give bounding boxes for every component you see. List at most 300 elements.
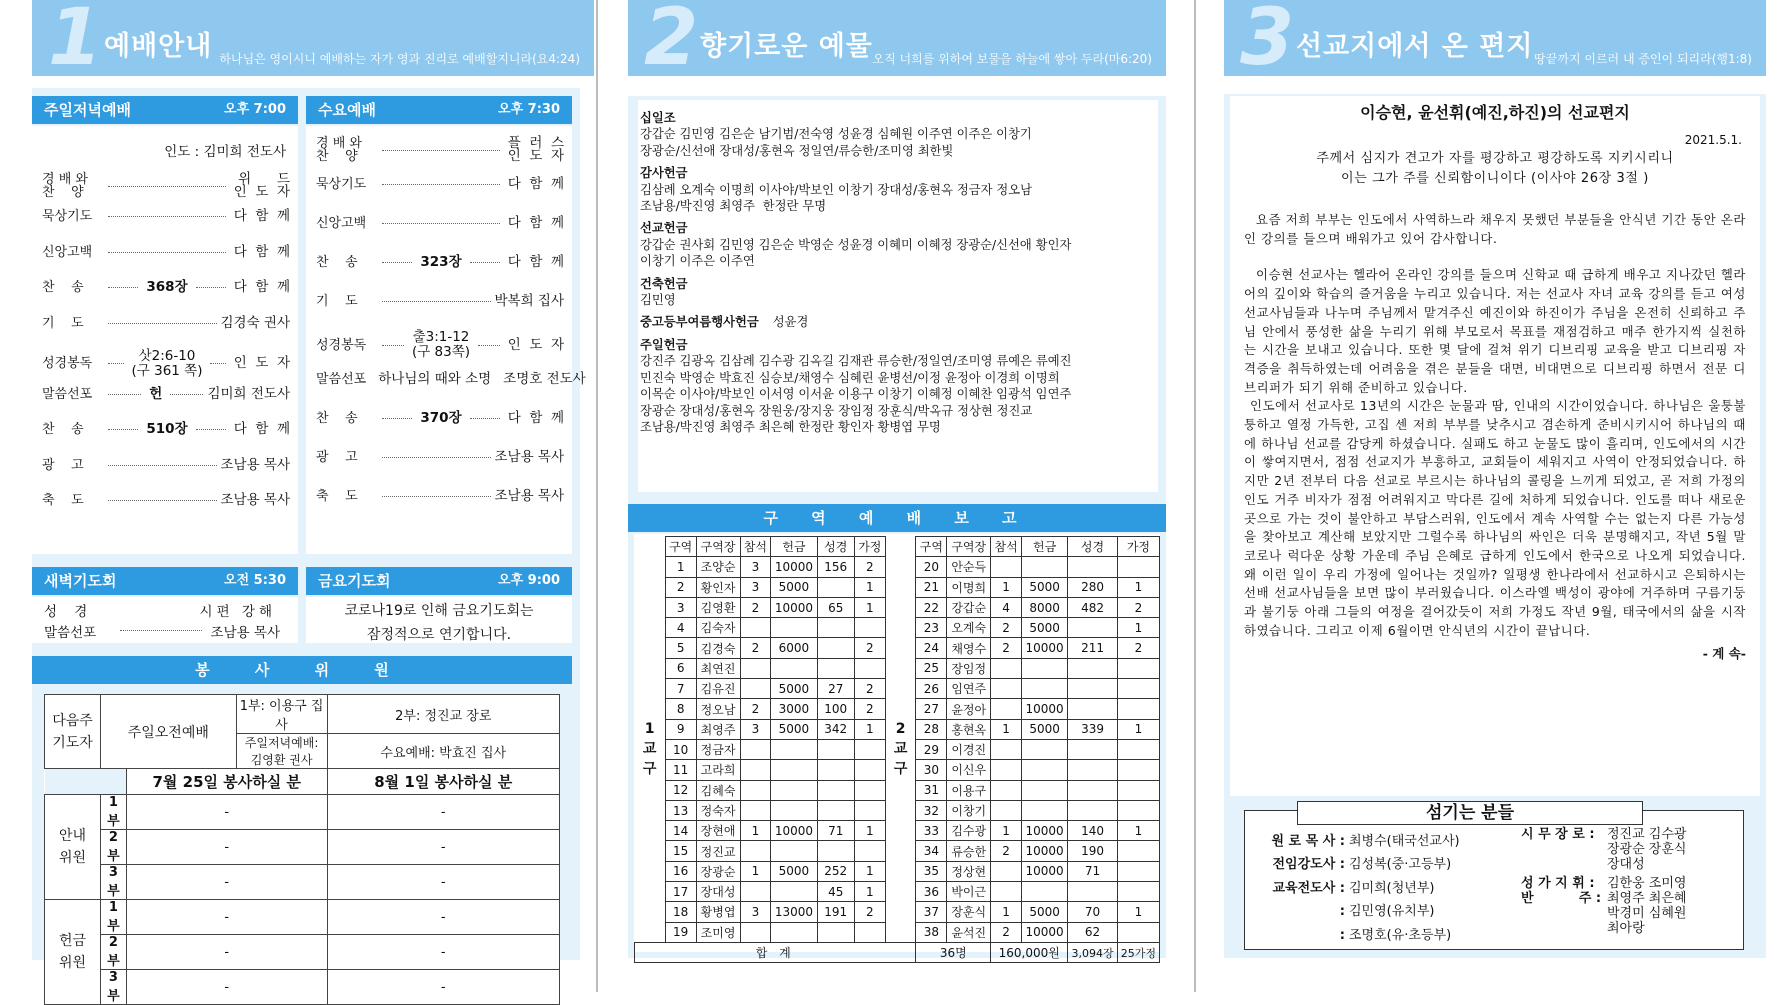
staff-entry: [1521, 827, 1741, 872]
report-cell: [1117, 922, 1159, 942]
report-cell: 1: [854, 597, 885, 617]
sunday-person: 다 함 께: [233, 421, 291, 437]
report-cell: [817, 841, 854, 861]
report-cell: [991, 882, 1022, 902]
wednesday-row: [316, 485, 564, 507]
letter-body: [1230, 96, 1760, 796]
wednesday-bar: [306, 96, 572, 124]
offering-part1: 1부: [100, 900, 126, 935]
report-cell: 24: [916, 638, 947, 658]
report-cell: 18: [665, 902, 696, 922]
leader-dots: [470, 262, 500, 263]
report-cell: 3: [740, 719, 771, 739]
report-cell: [991, 658, 1022, 678]
section-header-3: [1224, 0, 1766, 76]
report-cell: 1: [740, 861, 771, 881]
report-cell: 1: [1117, 618, 1159, 638]
report-cell: 38: [916, 922, 947, 942]
report-cell: 김숙자: [696, 618, 740, 638]
report-cell: [1117, 882, 1159, 902]
report-cell: 정오남: [696, 699, 740, 719]
staff-name: 김민영(유치부): [1349, 904, 1435, 920]
offering-category: [640, 337, 1158, 353]
leader-dots: [170, 394, 203, 395]
report-cell: 10000: [1022, 638, 1068, 658]
report-cell: [1068, 760, 1118, 780]
report-cell: 70: [1068, 902, 1118, 922]
report-cell: 고라희: [696, 760, 740, 780]
report-cell: 조미영: [696, 922, 740, 942]
report-cell: 62: [1068, 922, 1118, 942]
sunday-label: 경 배 와 찬 양: [42, 172, 88, 200]
report-cell: 32: [916, 800, 947, 820]
report-cell: 정진교: [696, 841, 740, 861]
report-cell: [817, 577, 854, 597]
report-cell: 21: [916, 577, 947, 597]
report-cell: [1117, 861, 1159, 881]
offerings-list: [638, 100, 1158, 492]
sunday-evening-title: 주일저녁예배: [44, 101, 131, 119]
report-cell: 8: [665, 699, 696, 719]
report-cell: 26: [916, 679, 947, 699]
report-cell: 19: [665, 922, 696, 942]
report-cell: 홍현옥: [947, 719, 991, 739]
staff-right-list: [1521, 827, 1741, 940]
report-cell: [771, 841, 817, 861]
district-1-label: 1 교 구: [642, 721, 657, 778]
report-header: 가정: [1117, 537, 1159, 557]
report-cell: [1117, 841, 1159, 861]
report-cell: [1068, 780, 1118, 800]
report-cell: 10000: [1022, 861, 1068, 881]
report-cell: 2: [1117, 638, 1159, 658]
report-cell: [1068, 557, 1118, 577]
report-cell: 11: [665, 760, 696, 780]
wednesday-label: 기 도: [316, 293, 358, 309]
leader-dots: [382, 150, 500, 151]
wednesday-label: 찬 송: [316, 254, 358, 270]
date-next-week: 8월 1일 봉사하실 분: [327, 769, 560, 795]
report-cell: [771, 658, 817, 678]
report-cell: 정금자: [696, 739, 740, 759]
report-cell: 14: [665, 821, 696, 841]
sunday-person: 조남용 목사: [220, 456, 290, 473]
report-cell: 임연주: [947, 679, 991, 699]
report-cell: [1117, 658, 1159, 678]
staff-box: [1244, 803, 1744, 950]
report-cell: [854, 618, 885, 638]
wednesday-row: [316, 407, 564, 429]
report-cell: 1: [991, 902, 1022, 922]
report-cell: 100: [817, 699, 854, 719]
report-cell: 2: [991, 922, 1022, 942]
report-cell: [1068, 658, 1118, 678]
report-cell: [1117, 679, 1159, 699]
offering-names: 성윤경: [772, 315, 809, 330]
report-cell: [1117, 739, 1159, 759]
report-cell: 3000: [771, 699, 817, 719]
report-cell: 8000: [1022, 597, 1068, 617]
sunday-row: [42, 170, 290, 202]
wednesday-row: [316, 368, 586, 390]
report-cell: 27: [817, 679, 854, 699]
report-cell: [740, 882, 771, 902]
report-cell: 5000: [1022, 577, 1068, 597]
report-cell: 140: [1068, 821, 1118, 841]
report-cell: 오계숙: [947, 618, 991, 638]
report-cell: [1022, 800, 1068, 820]
report-cell: [991, 760, 1022, 780]
sunday-row: [42, 454, 290, 476]
letter-quote-2: 이는 그가 주를 신뢰함이니이다 (이사야 26장 3절 ): [1341, 171, 1649, 186]
report-cell: [817, 739, 854, 759]
staff-title: 섬기는 분들: [1297, 801, 1643, 825]
report-cell: [771, 760, 817, 780]
wednesday-time: 오후 7:30: [498, 102, 560, 117]
wednesday-label: 신앙고백: [316, 215, 367, 231]
wednesday-detail: 323장: [420, 253, 462, 270]
sunday-label: 광 고: [42, 457, 84, 473]
leader-dots: [108, 252, 226, 253]
friday-time: 오후 9:00: [498, 573, 560, 588]
leader-dots: [382, 184, 500, 185]
sunday-evening-time: 오후 7:00: [224, 102, 286, 117]
report-cell: 17: [665, 882, 696, 902]
wednesday-row: [316, 329, 564, 361]
sunday-label: 성경봉독: [42, 356, 93, 371]
report-cell: [771, 922, 817, 942]
sunday-row: [42, 490, 290, 512]
usher-label: 안내 위원: [45, 795, 101, 900]
letter-date: 2021.5.1.: [1684, 133, 1742, 147]
report-cell: [740, 739, 771, 759]
report-cell: [817, 618, 854, 638]
report-cell: [854, 922, 885, 942]
report-cell: [1068, 882, 1118, 902]
report-cell: 2: [854, 638, 885, 658]
letter-quote-1: 주께서 심지가 견고가 자를 평강하고 평강하도록 지키시리니: [1316, 151, 1674, 166]
report-header: 참석: [991, 537, 1022, 557]
usher-p1-b: -: [327, 795, 560, 830]
wednesday-row: [316, 290, 564, 312]
district-2-label: 2 교 구: [893, 721, 908, 778]
offering-category-title: 중고등부여름행사헌금: [640, 315, 759, 330]
wednesday-detail: 하나님의 때와 소명: [378, 370, 492, 387]
report-cell: [1117, 699, 1159, 719]
wednesday-label: 광 고: [316, 449, 358, 465]
offering-p3-a: -: [126, 970, 327, 1005]
report-cell: 이용구: [947, 780, 991, 800]
report-cell: 27: [916, 699, 947, 719]
report-cell: [1022, 679, 1068, 699]
report-cell: 10000: [771, 557, 817, 577]
cell-report-box: [634, 534, 1160, 961]
report-cell: [1068, 739, 1118, 759]
report-cell: [817, 800, 854, 820]
usher-p2-b: -: [327, 830, 560, 865]
leader-dots: [382, 223, 500, 224]
report-cell: 2: [854, 557, 885, 577]
report-cell: 김수광: [947, 821, 991, 841]
staff-entry: [1249, 833, 1529, 850]
report-cell: 3: [665, 597, 696, 617]
offering-part3: 3부: [100, 970, 126, 1005]
sunday-evening-order: [32, 126, 298, 554]
sunday-person: 다 함 께: [233, 208, 290, 224]
dawn-scripture-label: 성 경: [44, 604, 88, 620]
offering-label: 헌금 위원: [45, 900, 101, 1005]
report-cell: 339: [1068, 719, 1118, 739]
report-cell: 3: [740, 902, 771, 922]
report-cell: 211: [1068, 638, 1118, 658]
wednesday-row: [316, 446, 564, 468]
report-cell: 1: [854, 577, 885, 597]
sunday-am-label: 주일오전예배: [100, 695, 236, 769]
report-cell: [854, 658, 885, 678]
usher-p1-a: -: [126, 795, 327, 830]
report-cell: [740, 841, 771, 861]
sunday-row: [42, 419, 290, 441]
report-cell: [854, 760, 885, 780]
leader-dots: [108, 394, 141, 395]
report-cell: [771, 800, 817, 820]
staff-role: 원 로 목 사 :: [1271, 834, 1345, 849]
total-bible: 3,094장: [1068, 942, 1118, 962]
report-cell: [771, 882, 817, 902]
cell-report-bar: 구 역 예 배 보 고: [628, 504, 1166, 532]
sunday-leader: 인도 : 김미희 전도사: [164, 144, 286, 160]
report-cell: 9: [665, 719, 696, 739]
report-cell: [991, 679, 1022, 699]
report-cell: 황인자: [696, 577, 740, 597]
leader-dots: [382, 301, 491, 302]
offering-part2: 2부: [100, 935, 126, 970]
offering-category-title: 감사헌금: [640, 166, 688, 181]
report-cell: [854, 841, 885, 861]
letter-title: 이승현, 윤선휘(예진,하진)의 선교편지: [1360, 103, 1630, 122]
report-cell: 10000: [771, 821, 817, 841]
sunday-detail: 헌: [149, 385, 163, 402]
leader-dots: [196, 287, 226, 288]
staff-name: 조명호(유·초등부): [1349, 927, 1452, 943]
staff-entry: [1249, 903, 1529, 920]
report-cell: 342: [817, 719, 854, 739]
report-cell: 1: [1117, 719, 1159, 739]
sunday-row: [42, 348, 290, 380]
staff-role: :: [1339, 927, 1345, 943]
report-cell: 조양순: [696, 557, 740, 577]
report-cell: 2: [991, 638, 1022, 658]
report-cell: 1: [991, 577, 1022, 597]
staff-role: 성 가 지 휘 : 반 주 :: [1521, 876, 1602, 906]
report-cell: 190: [1068, 841, 1118, 861]
report-cell: [1068, 800, 1118, 820]
report-cell: 35: [916, 861, 947, 881]
report-cell: [1022, 882, 1068, 902]
sunday-row: [42, 277, 290, 299]
usher-p3-b: -: [327, 865, 560, 900]
usher-p3-a: -: [126, 865, 327, 900]
staff-role: 교육전도사 :: [1272, 880, 1345, 896]
wednesday-person: 조명호 전도사: [503, 370, 586, 387]
report-cell: [1068, 679, 1118, 699]
report-cell: [740, 780, 771, 800]
report-cell: 이경진: [947, 739, 991, 759]
offering-p1-b: -: [327, 900, 560, 935]
section-header-2: [628, 0, 1166, 76]
section-header-1: [32, 0, 594, 76]
staff-left-list: [1249, 833, 1529, 950]
report-cell: 5000: [771, 719, 817, 739]
sunday-row: [42, 241, 290, 263]
report-cell: 12: [665, 780, 696, 800]
wednesday-label: 경 배 와 찬 양: [316, 136, 362, 164]
report-cell: 1: [991, 719, 1022, 739]
panel-offerings: [598, 0, 1194, 992]
sunday-label: 신앙고백: [42, 244, 93, 260]
leader-dots: [478, 345, 500, 346]
sunday-label: 말씀선포: [42, 386, 93, 402]
offering-category-title: 선교헌금: [640, 221, 688, 236]
report-cell: 10000: [1022, 841, 1068, 861]
service-committee-bar: 봉 사 위 원: [32, 656, 572, 684]
report-cell: 2: [1117, 597, 1159, 617]
dawn-time: 오전 5:30: [224, 573, 286, 588]
friday-title: 금요기도회: [318, 572, 391, 590]
report-cell: 22: [916, 597, 947, 617]
report-cell: [817, 658, 854, 678]
leader-dots: [108, 465, 217, 466]
report-cell: [854, 780, 885, 800]
offering-names: 강갑순 권사회 김민영 김은순 박영순 성윤경 이혜미 이혜정 장광순/신선애 황인자 이창기 이주은 이주연: [640, 237, 1072, 269]
friday-prayer-box: [306, 597, 572, 643]
report-cell: 10000: [771, 597, 817, 617]
letter-paragraph-3: 인도에서 선교사로 13년의 시간은 눈물과 땀, 인내의 시간이었습니다. 하나님은 울퉁불퉁하고 열정 가득한, 고집 센 저희 부부를 낮추시고 겸손하게 준비시키시어 하나님의 때에 하나님 선교를 감당케 하셨습니다. 실패도 하고 눈물도 많이 흘리며, 인도에서의 시간이 쌓여지면서, 점점 선교지가 부흥하고, 교회들이 세워지고 사역이 안정되었습니다. 하지만 2년 전부터 다음 선교로 부르시는 하나님의 콜링을 느끼게 되었고, 곧 저희 가정의 인도 거주 비자가 점점 어려워지고 막다른 길에 처하게 되었습니다. 인도를 떠나 새로운 곳으로 가는 것이 불안하고 부담스러워, 인도에서 계속 사역할 수는 없는지 다른 가능성을 찾아보고 계산해 보았지만 그럴수록 하나님의 싸인은 더욱 분명해지고, 작년 5월 말 코로나 럭다운 상황 가운데 주님 은혜로 급하게 인도에서 한국으로 나오게 되었습니다. 왜 이런 일이 우리 가정에 일어나는 것일까? 일평생 한나라에서 선교하시고 은퇴하시는 선배 선교사님들을 보면 많이 부러웠습니다. 이스라엘 백성이 광야에 거주하며 구름기둥과 불기둥 아래 그들의 여정을 걸어갔듯이 저희 가정도 작년 9월, 태국에서의 삶을 시작하였습니다. 그리고 이제 6월이면 안식년의 시간이 끝납니다.: [1244, 398, 1746, 638]
section-title: 예배안내: [104, 31, 213, 62]
report-cell: 34: [916, 841, 947, 861]
sunday-row: [42, 383, 290, 405]
sunday-am-part1: 1부: 이용구 집사: [236, 695, 327, 734]
section-number: 1: [48, 0, 103, 76]
sunday-detail: 368장: [146, 279, 188, 295]
report-cell: 36: [916, 882, 947, 902]
wednesday-person: 다 함 께: [507, 409, 565, 426]
report-cell: 28: [916, 719, 947, 739]
report-cell: [740, 679, 771, 699]
report-cell: 강갑순: [947, 597, 991, 617]
leader-dots: [108, 216, 226, 217]
sunday-label: 기 도: [42, 315, 84, 331]
staff-entry: [1249, 927, 1529, 944]
report-cell: 3: [740, 557, 771, 577]
report-cell: [1022, 780, 1068, 800]
report-cell: [1117, 780, 1159, 800]
report-cell: 5000: [771, 577, 817, 597]
offering-category: [640, 110, 1158, 126]
usher-part3: 3부: [100, 865, 126, 900]
report-cell: 장광순: [696, 861, 740, 881]
report-cell: 5: [665, 638, 696, 658]
sunday-am-part2: 2부: 정진교 장로: [327, 695, 560, 734]
report-cell: 10000: [1022, 699, 1068, 719]
report-cell: 2: [665, 577, 696, 597]
leader-dots: [382, 496, 491, 497]
panel-mission-letter: [1196, 0, 1786, 992]
report-cell: 장임정: [947, 658, 991, 678]
leader-dots: [108, 429, 138, 430]
staff-name: 김한웅 조미영 최영주 최은혜 박경미 심혜원 최아랑: [1607, 876, 1687, 936]
report-cell: [1117, 760, 1159, 780]
report-cell: 37: [916, 902, 947, 922]
report-cell: 1: [854, 882, 885, 902]
report-cell: 25: [916, 658, 947, 678]
leader-dots: [382, 418, 412, 419]
sunday-label: 찬 송: [42, 280, 84, 295]
leader-dots: [382, 262, 412, 263]
sunday-person: 다 함 께: [233, 279, 291, 295]
report-cell: [740, 800, 771, 820]
report-cell: 2: [740, 597, 771, 617]
section-title: 향기로운 예물: [700, 31, 873, 62]
report-cell: [817, 780, 854, 800]
report-header: 성경: [1068, 537, 1118, 557]
report-header: 구역장: [947, 537, 991, 557]
leader-dots: [196, 429, 226, 430]
offering-category-title: 십일조: [640, 111, 676, 125]
staff-name: 최병수(태국선교사): [1349, 834, 1460, 849]
report-cell: [991, 739, 1022, 759]
report-cell: [817, 922, 854, 942]
report-cell: 65: [817, 597, 854, 617]
report-cell: 156: [817, 557, 854, 577]
staff-role: 전임강도사 :: [1272, 857, 1345, 873]
report-cell: 6000: [771, 638, 817, 658]
wednesday-row: [316, 251, 564, 273]
report-cell: [740, 760, 771, 780]
report-cell: 31: [916, 780, 947, 800]
sunday-person: 김경숙 권사: [220, 314, 290, 331]
report-cell: 1: [665, 557, 696, 577]
report-header: 헌금: [1022, 537, 1068, 557]
report-cell: 15: [665, 841, 696, 861]
offering-p2-a: -: [126, 935, 327, 970]
report-cell: [817, 638, 854, 658]
sunday-evening-bar: [32, 96, 298, 124]
report-cell: [740, 658, 771, 678]
report-cell: 1: [1117, 821, 1159, 841]
sunday-person: 다 함 께: [233, 243, 290, 260]
leader-dots: [210, 363, 226, 364]
offering-category: [640, 314, 1158, 330]
report-cell: 29: [916, 739, 947, 759]
wednesday-person: 박복희 집사: [494, 292, 564, 309]
report-header: 헌금: [771, 537, 817, 557]
report-cell: 4: [991, 597, 1022, 617]
staff-name: 정진교 김수광 장광순 장훈식 장대성: [1607, 827, 1687, 872]
report-cell: 5000: [1022, 719, 1068, 739]
sunday-detail: 삿2:6-10 (구 361 쪽): [131, 347, 203, 379]
report-cell: [1068, 699, 1118, 719]
report-cell: [817, 760, 854, 780]
sunday-row: [42, 206, 290, 228]
sunday-person: 김미희 전도사: [207, 385, 290, 402]
report-cell: 5000: [1022, 902, 1068, 922]
report-cell: [854, 800, 885, 820]
report-cell: 김유진: [696, 679, 740, 699]
report-cell: [771, 618, 817, 638]
report-cell: 김경숙: [696, 638, 740, 658]
report-cell: 2: [991, 618, 1022, 638]
